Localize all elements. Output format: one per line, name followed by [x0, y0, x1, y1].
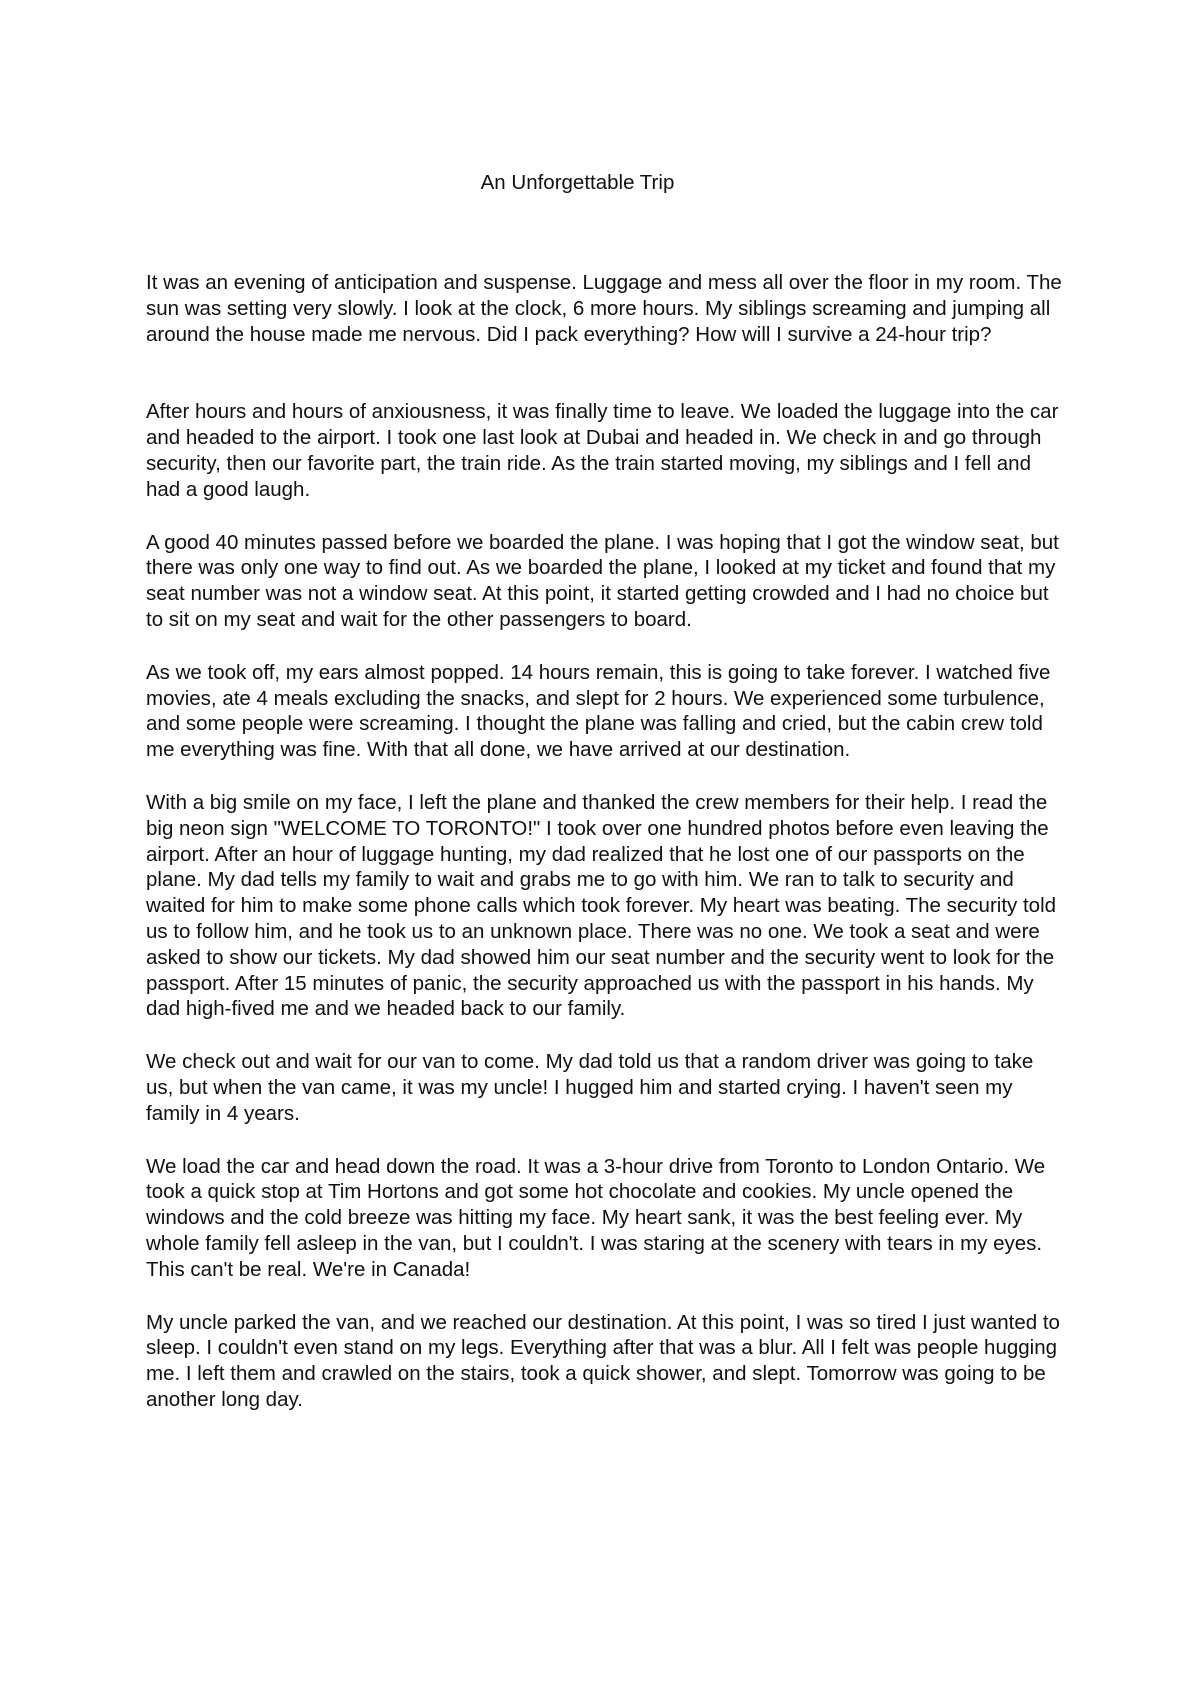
paragraph-6: We check out and wait for our van to come. My dad told us that a random driver was going to take us, but when the van came, it was my uncle! I hugged him and started crying. I haven't seen my family in 4 years. [146, 1050, 1034, 1125]
paragraph-8: My uncle parked the van, and we reached our destination. At this point, I was so tired I just wanted to sleep. I couldn't even stand on my legs. Everything after that was a blur. All I felt was people hugging me. I left them and crawled on the stairs, took a quick shower, and slept. Tomorrow was going to be another long day. [146, 1310, 1060, 1411]
paragraph-3: A good 40 minutes passed before we boarded the plane. I was hoping that I got the window seat, but there was only one way to find out. As we boarded the plane, I looked at my ticket and found that my seat number was not a window seat. At this point, it started getting crowded and I had no choice but to sit on my seat and wait for the other passengers to board. [146, 530, 1059, 631]
paragraph-4: As we took off, my ears almost popped. 14 hours remain, this is going to take forever. I watched five movies, ate 4 meals excluding the snacks, and slept for 2 hours. We experienced some turbulence, and some people were screaming. I thought the plane was falling and cried, but the cabin crew told me everything was fine. With that all done, we have arrived at our destination. [146, 660, 1051, 762]
paragraph-7: We load the car and head down the road. It was a 3-hour drive from Toronto to London Ontario. We took a quick stop at Tim Hortons and got some hot chocolate and cookies. My uncle opened the windows and the cold breeze was hitting my face. My heart sank, it was the best feeling ever. My whole family fell asleep in the van, but I couldn't. I was staring at the scenery with tears in my eyes. This can't be real. We're in Canada! [146, 1154, 1046, 1281]
document-body [146, 270, 1066, 1413]
paragraph-5: With a big smile on my face, I left the plane and thanked the crew members for their help. I read the big neon sign "WELCOME TO TORONTO!" I took over one hundred photos before even leaving the airport. After an hour of luggage hunting, my dad realized that he lost one of our passports on the plane. My dad tells my family to wait and grabs me to go with him. We ran to talk to security and waited for him to make some phone calls which took forever. My heart was beating. The security told us to follow him, and he took us to an unknown place. There was no one. We took a seat and were asked to show our tickets. My dad showed him our seat number and the security went to look for the passport. After 15 minutes of panic, the security approached us with the passport in his hands. My dad high-fived me and we headed back to our family. [146, 790, 1057, 1021]
document-title: An Unforgettable Trip [480, 171, 675, 194]
paragraph-1: It was an evening of anticipation and suspense. Luggage and mess all over the floor in my room. The sun was setting very slowly. I look at the clock, 6 more hours. My siblings screaming and jumping all around the house made me nervous. Did I pack everything? How will I survive a 24-hour trip? [146, 271, 1062, 346]
paragraph-2: After hours and hours of anxiousness, it was finally time to leave. We loaded the luggage into the car and headed to the airport. I took one last look at Dubai and headed in. We check in and go through security, then our favorite part, the train ride. As the train started moving, my siblings and I fell and had a good laugh. [146, 400, 1059, 501]
